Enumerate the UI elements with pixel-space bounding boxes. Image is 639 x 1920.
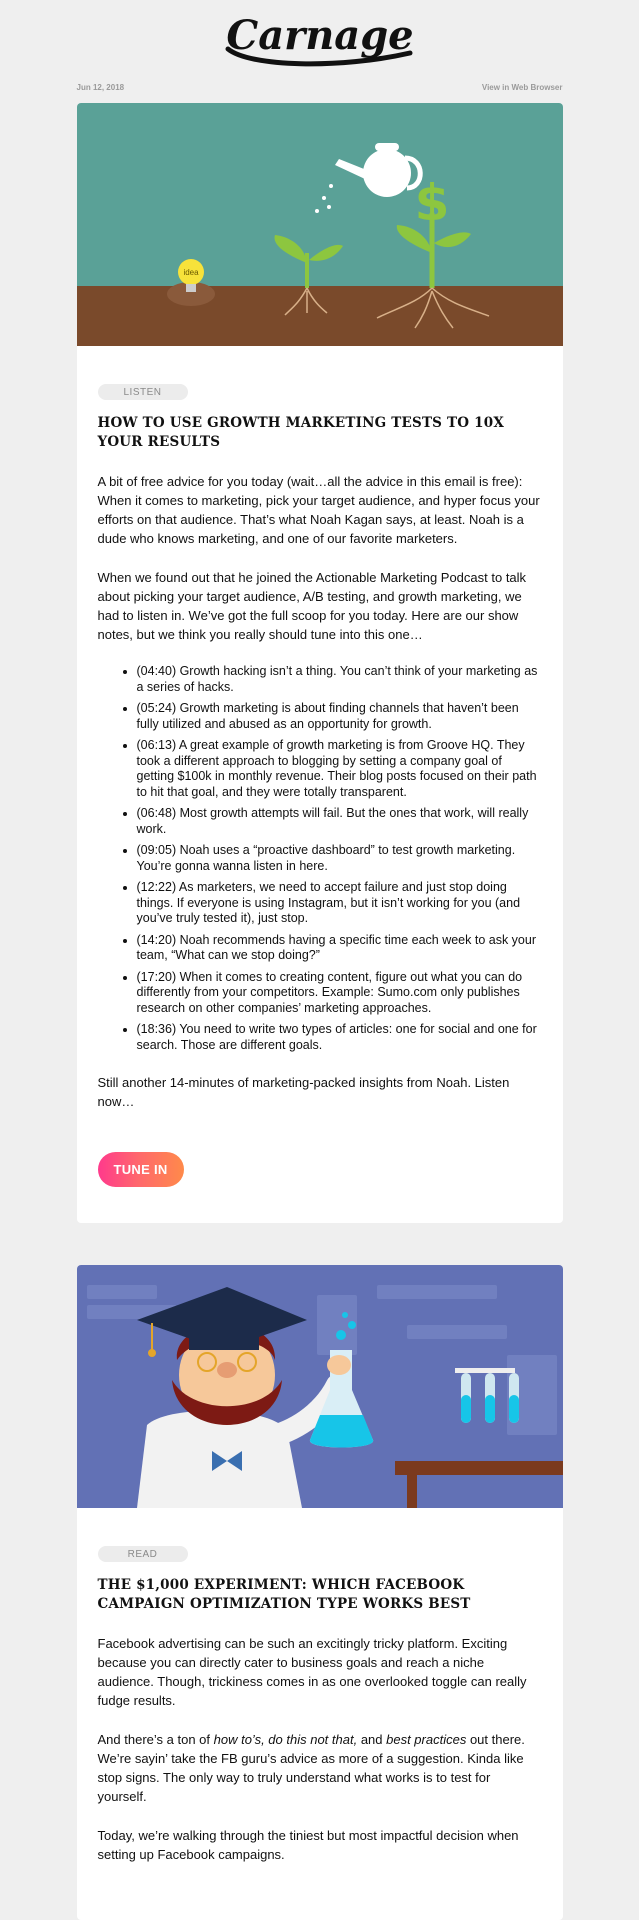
list-item: • (06:48) Most growth attempts will fail. But the ones that work, will really work.: [137, 806, 541, 837]
list-item: • (18:36) You need to write two types of articles: one for social and one for search. Those are different goals.: [137, 1022, 541, 1053]
meta-row: [77, 80, 563, 95]
article-title: THE $1,000 EXPERIMENT: WHICH FACEBOOK CAMPAIGN OPTIMIZATION TYPE WORKS BEST: [97, 1577, 471, 1612]
article-paragraph: When we found out that he joined the Actionable Marketing Podcast to talk about picking your target audience, A/B testing, and growth marketing, we had to listen in. We’ve got the full scoop for you today. Here are our show notes, but we think you really should tune into this one…: [97, 570, 527, 642]
carnage-logo[interactable]: [220, 9, 420, 71]
hero-image-growth: [77, 103, 563, 346]
list-item: • (14:20) Noah recommends having a specific time each week to ask your team, “What can we stop doing?”: [137, 933, 541, 964]
article-paragraph: Today, we’re walking through the tiniest but most impactful decision when setting up Facebook campaigns.: [97, 1828, 519, 1862]
list-item: • (06:13) A great example of growth marketing is from Groove HQ. They took a different approach to blogging by setting a company goal of getting $100k in monthly revenue. Their blog posts focused on their path to hit that goal, and they were totally transparent.: [137, 738, 541, 800]
dollar-sign: $: [414, 174, 449, 232]
article-body: [77, 346, 563, 1223]
category-tag: LISTEN: [98, 384, 188, 400]
article-paragraph: And there’s a ton of how to’s, do this not that, and best practices out there. We’re sayin’ take the FB guru’s advice as more of a suggestion. Kinda like stop signs. The only way to truly understand what works is to test for yourself.: [97, 1732, 525, 1804]
email-container: [77, 0, 563, 1920]
article-title: HOW TO USE GROWTH MARKETING TESTS TO 10X YOUR RESULTS: [97, 415, 505, 450]
list-item: • (17:20) When it comes to creating content, figure out what you can do differently from your competitors. Example: Sumo.com only publishes research on other companies’ marketing approaches.: [137, 970, 541, 1017]
tune-in-button[interactable]: TUNE IN: [98, 1152, 184, 1187]
hero-image-scientist: [77, 1265, 563, 1508]
article-card-listen: [77, 103, 563, 1223]
article-paragraph: A bit of free advice for you today (wait…all the advice in this email is free): When it comes to marketing, pick your target audience, and hyper focus your efforts on that audience. That’s what Noah Kagan says, at least. Noah is a dude who knows marketing, and one of our favorite marketers.: [97, 474, 540, 546]
list-item: • (12:22) As marketers, we need to accept failure and just stop doing things. If everyone is using Instagram, but it isn’t working for you (and you’ve truly tested it), just stop.: [137, 880, 541, 927]
article-card-read: [77, 1265, 563, 1920]
category-tag: READ: [98, 1546, 188, 1562]
bulb-text: idea: [182, 268, 199, 277]
article-closing: Still another 14-minutes of marketing-packed insights from Noah. Listen now…: [97, 1075, 510, 1109]
email-date: Jun 12, 2018: [76, 83, 125, 92]
view-in-browser-link[interactable]: View in Web Browser: [481, 83, 563, 92]
article-paragraph: Facebook advertising can be such an excitingly tricky platform. Exciting because you can directly cater to business goals and reach a niche audience. Though, trickiness comes in as one overlooked toggle can really fudge results.: [97, 1636, 527, 1708]
show-notes-list: [98, 664, 541, 1053]
logo-text: Carnage: [225, 12, 414, 59]
list-item: • (05:24) Growth marketing is about finding channels that haven’t been fully utilized and abused as an opportunity for growth.: [137, 701, 541, 732]
list-item: • (04:40) Growth hacking isn’t a thing. You can’t think of your marketing as a series of hacks.: [137, 664, 541, 695]
list-item: • (09:05) Noah uses a “proactive dashboard” to test growth marketing. You’re gonna wanna listen in here.: [137, 843, 541, 874]
header: [77, 0, 563, 80]
article-body: [77, 1508, 563, 1920]
